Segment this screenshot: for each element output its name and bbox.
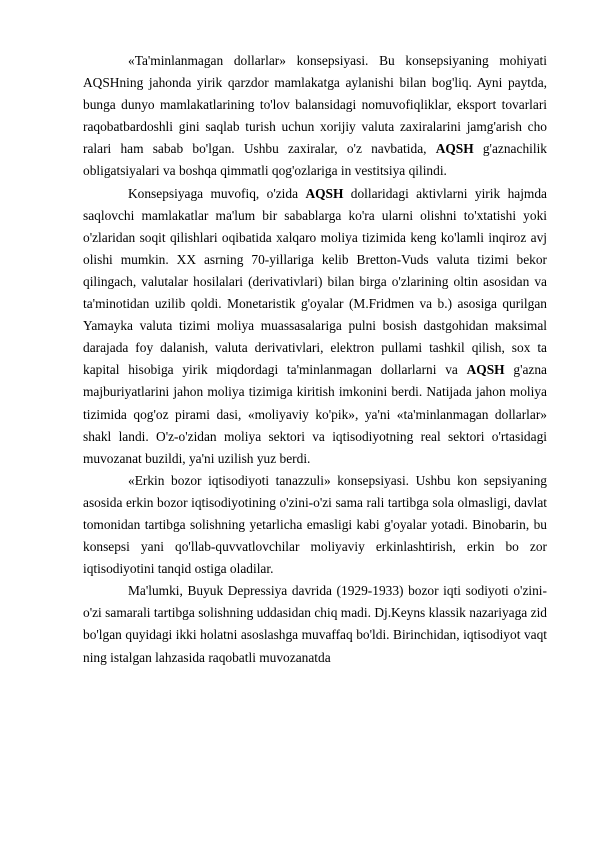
paragraph-unbacked-dollars: [83, 50, 547, 183]
paragraph-text: g'azna majburiyatlarini jahon moliya tizimiga kiritish imkonini berdi. Natijada jahon moliya tizimida qog'oz pirami dasi, «moliyaviy ko'pik», ya'ni «ta'minlanmagan dollarlar» shakl landi. O'z-o'zidan moliya sektori va iqtisodiyotning real sektori o'rtasidagi muvozanat buzildi, ya'ni uzilish yuz berdi.: [83, 362, 548, 466]
document-page: [83, 50, 547, 669]
paragraph-text: «Ta'minlanmagan dollarlar» konsepsiyasi. Bu konsepsiyaning mohiyati AQSHning jahonda yirik qarzdor mamlakatga aylanishi bilan bog'liq. Ayni paytda, bunga dunyo mamlakatlarining to'lov balansidagi nomuvofiqliklar, eksport tovarlari raqobatbardoshli gini saqlab turish uchun xorijiy valuta zaxiralarini jamg'arish cho ralari ham sabab bo'lgan. Ushbu zaxiralar, o'z navbatida,: [83, 53, 547, 157]
bold-term-aqsh: AQSH: [466, 362, 505, 378]
bold-term-aqsh: AQSH: [305, 185, 344, 201]
paragraph-concept-consequences: [83, 183, 547, 470]
paragraph-text: Konsepsiyaga muvofiq, o'zida: [128, 185, 306, 201]
bold-term-aqsh: AQSH: [435, 141, 474, 157]
paragraph-text: «Erkin bozor iqtisodiyoti tanazzuli» konsepsiyasi. Ushbu kon sepsiyaning asosida erkin bozor iqtisodiyotining o'zini-o'zi sama rali tartibga sola olmasligi, davlat tomonidan tartibga solishning yetarlicha emasligi kabi g'oyalar yotadi. Binobarin, bu konsepsi yani qo'llab-quvvatlovchilar moliyaviy erkinlashtirish, erkin bo zor iqtisodiyotini tanqid ostiga oladilar.: [83, 472, 547, 577]
paragraph-text: dollaridagi aktivlarni yirik hajmda saqlovchi mamlakatlar ma'lum bir sabablarga ko'ra ularni olishni to'xtatishi yoki o'zlaridan soqit qilishlari oqibatida xalqaro moliya tizimida keng ko'lamli inqiroz avj olishi mumkin. XX asrning 70-yillariga kelib Bretton-Vuds valuta tizimi bekor qilingach, valutalar hosilalari (derivativlari) bilan birga o'zlarining oltin asosidan va ta'minotidan uzilib qoldi. Monetaristik g'oyalar (M.Fridmen va b.) asosiga qurilgan Yamayka valuta tizimi moliya muassasalariga pulni bosish dastgohidan maksimal darajada foy dalanish, valuta derivativlari, elektron pullami tashkil qilish, sox ta kapital hisobiga yirik miqdordagi ta'minlanmagan dollarlarni va: [83, 185, 547, 378]
paragraph-free-market-decline: [83, 470, 547, 580]
paragraph-text: Ma'lumki, Buyuk Depressiya davrida (1929-1933) bozor iqti sodiyoti o'zini-o'zi samarali tartibga solishning uddasidan chiq madi. Dj.Keyns klassik nazariyaga zid bo'lgan quyidagi ikki holatni asoslashga muvaffaq bo'ldi. Birinchidan, iqtisodiyot vaqt ning istalgan lahzasida raqobatli muvozanatda: [83, 583, 547, 665]
paragraph-text: g'aznachilik obligatsiyalari va boshqa qimmatli qog'ozlariga in vestitsiya qilindi.: [83, 141, 547, 179]
paragraph-great-depression: [83, 580, 547, 668]
